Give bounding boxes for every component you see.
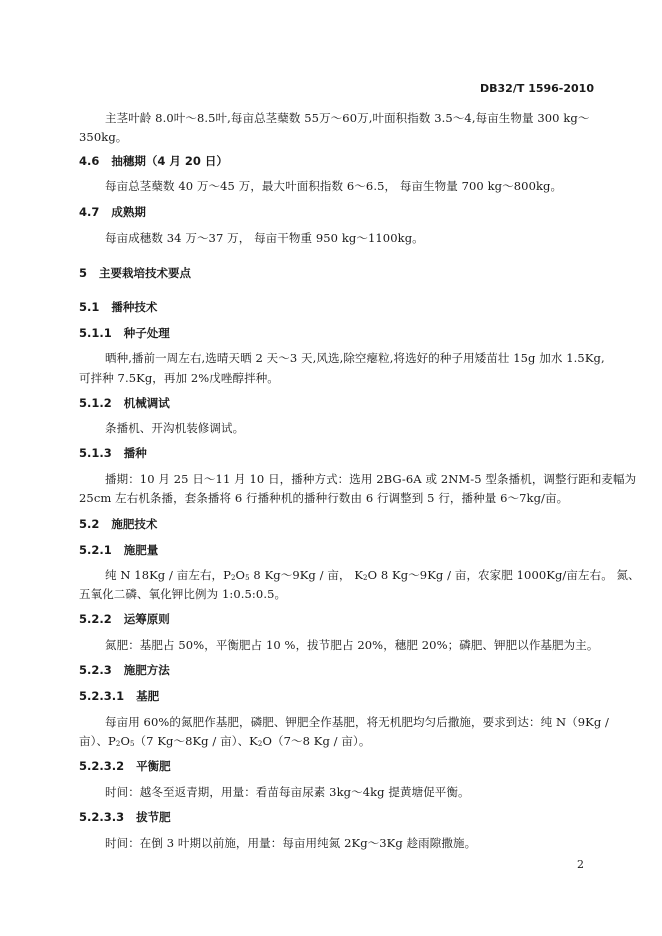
section-number: 5.2.3 [79, 663, 112, 677]
body-line: 主茎叶龄 8.0叶～8.5叶,每亩总茎蘖数 55万～60万,叶面积指数 3.5～4,每亩生物量 300 kg～ [105, 111, 590, 125]
section-title: 种子处理 [123, 326, 170, 340]
subscript: 2 [363, 574, 368, 582]
body-line: 每亩成穗数 34 万～37 万， 每亩干物重 950 kg～1100kg。 [105, 231, 424, 245]
body-line: 时间：越冬至返青期，用量：看苗每亩尿素 3kg～4kg 提黄塘促平衡。 [105, 785, 470, 799]
section-heading-5-2-2 [79, 611, 170, 627]
section-number: 5.2.3.3 [79, 810, 125, 824]
section-heading-5-2-3-3 [79, 809, 171, 825]
body-line: 晒种,播前一周左右,选晴天晒 2 天～3 天,风选,除空瘪粒,将选好的种子用矮苗壮 15g 加水 1.5Kg, [105, 351, 605, 365]
body-line: 每亩用 60%的氮肥作基肥，磷肥、钾肥全作基肥，将无机肥均匀后撒施，要求到达：纯 N（9Kg / [105, 715, 610, 729]
section-title: 施肥方法 [123, 663, 170, 677]
subscript: 2 [230, 574, 236, 582]
section-number: 5.1 [79, 300, 100, 314]
text-run: （7 Kg～8Kg / 亩）、K [134, 734, 258, 748]
standard-code: DB32/T 1596-2010 [480, 82, 594, 95]
section-number: 5.2.2 [79, 612, 112, 626]
section-number: 5.1.3 [79, 446, 112, 460]
body-line [79, 733, 370, 749]
section-title: 施肥量 [123, 543, 159, 557]
section-number: 5.2.1 [79, 543, 112, 557]
text-run: 8 Kg～9Kg / 亩， K [249, 568, 364, 582]
body-line [105, 567, 640, 583]
section-title: 运筹原则 [123, 612, 170, 626]
section-title: 拔节肥 [136, 810, 171, 824]
section-heading-5-1 [79, 299, 157, 315]
page-number: 2 [577, 858, 584, 871]
section-heading-5 [79, 265, 191, 281]
section-title: 施肥技术 [111, 517, 158, 531]
subscript: 5 [245, 574, 250, 582]
body-line: 五氧化二磷、氧化钾比例为 1:0.5:0.5。 [79, 587, 287, 601]
body-line: 可拌种 7.5Kg，再加 2%戊唑醇拌种。 [79, 371, 279, 385]
section-number: 5.2.3.1 [79, 689, 125, 703]
section-number: 5 [79, 266, 88, 280]
section-number: 5.2.3.2 [79, 759, 125, 773]
section-number: 4.7 [79, 205, 100, 219]
text-run: 亩）、P [79, 734, 116, 748]
section-heading-5-1-1 [79, 325, 170, 341]
text-run: O [120, 734, 130, 748]
section-number: 5.1.2 [79, 396, 112, 410]
section-title: 机械调试 [123, 396, 170, 410]
section-heading-5-1-3 [79, 445, 147, 461]
section-title: 基肥 [136, 689, 160, 703]
section-title: 平衡肥 [136, 759, 171, 773]
text-run: O [235, 568, 246, 582]
body-line: 时间：在倒 3 叶期以前施，用量：每亩用纯氮 2Kg～3Kg 趁雨隙撒施。 [105, 836, 477, 850]
text-run: 纯 N 18Kg / 亩左右，P [105, 568, 231, 582]
subscript: 2 [115, 740, 121, 748]
section-heading-5-2-1 [79, 542, 158, 558]
text-run: O（7～8 Kg / 亩）。 [262, 734, 371, 748]
body-line: 350kg。 [79, 130, 128, 144]
section-title: 抽穗期（4 月 20 日） [111, 154, 228, 168]
body-line: 每亩总茎蘖数 40 万～45 万，最大叶面积指数 6～6.5， 每亩生物量 700 kg～800kg。 [105, 179, 563, 193]
section-heading-5-2-3-1 [79, 688, 159, 704]
text-run: O 8 Kg～9Kg / 亩，农家肥 1000Kg/亩左右。 氮、 [367, 568, 640, 582]
body-line: 条播机、开沟机装修调试。 [105, 421, 245, 435]
section-number: 4.6 [79, 154, 100, 168]
body-line: 氮肥：基肥占 50%，平衡肥占 10 %，拔节肥占 20%，穗肥 20%；磷肥、钾肥以作基肥为主。 [105, 638, 599, 652]
subscript: 2 [257, 740, 263, 748]
section-number: 5.1.1 [79, 326, 112, 340]
section-title: 成熟期 [111, 205, 146, 219]
section-title: 播种技术 [111, 300, 158, 314]
section-heading-5-1-2 [79, 395, 170, 411]
section-heading-4-6 [79, 153, 228, 169]
section-heading-5-2-3 [79, 662, 170, 678]
section-heading-5-2-3-2 [79, 758, 171, 774]
section-title: 播种 [123, 446, 147, 460]
section-heading-4-7 [79, 204, 146, 220]
section-number: 5.2 [79, 517, 100, 531]
subscript: 5 [129, 740, 135, 748]
body-line: 播期：10 月 25 日～11 月 10 日，播种方式：选用 2BG-6A 或 2NM-5 型条播机，调整行距和麦幅为 [105, 472, 637, 486]
body-line: 25cm 左右机条播，套条播将 6 行播种机的播种行数由 6 行调整到 5 行，播种量 6～7kg/亩。 [79, 491, 569, 505]
section-heading-5-2 [79, 516, 157, 532]
section-title: 主要栽培技术要点 [99, 266, 192, 280]
